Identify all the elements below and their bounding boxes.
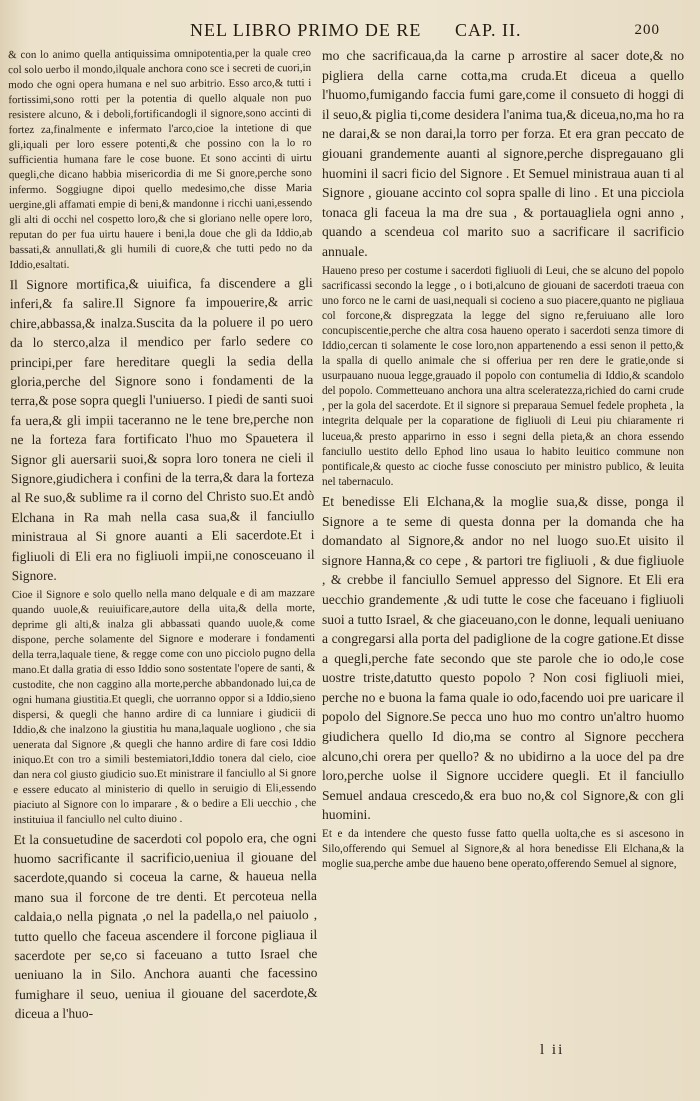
scripture-paragraph: Et benedisse Eli Elchana,& la moglie sua,& disse, ponga il Signore a te seme di questa donna per la domanda che ha domandato al Signore,& andor no nel luogo suo.Et uisito il signore Hanna,& co cepe , & partori tre figliuoli , & due figliuole , & crebbe il fanciullo Semuel appresso del Signore. Et Eli era uecchio grandemente ,& udi tutte le cose che faceuano i figliuoli suoi a tutto Israel, & che giaceuano,con le donne, lequali ueniuano a congregarsi alla porta del padiglione de la cogre gatione.Et disse a quegli,perche fate secondo que ste parole che io odo,le cose uostre triste,datutto questo popolo ? Non cosi figliuoli miei, perche no e buona la fama quale io odo,facendo uoi pre uaricare il popolo del Signore.Se pecca uno huo mo contro un'altro huomo giudichera quello Id dio,ma se contro al Signore pecchera alcuno,chi orera per quello? & no ubidirno a la uoce del pa dre loro,perche uolse il Signore uccidere quegli. Et il fanciullo Semuel andaua crescedo,& era buo no,& col Signore,& con gli huomini.: [322, 493, 684, 823]
commentary-paragraph: Haueno preso per costume i sacerdoti figliuoli di Leui, che se alcuno del popolo sacrificassi secondo la legge , o i boti,alcuno de giouani de sacerdoti traeua con uno forco ne le carni de uasi,nequali si cocieno a suo piacere,quanto ne pigliaua col forcone,& dispregzata la legge del signo re,feruiuano alle loro concupiscentie,perche che altra cosa haueno operato i sacerdoti senza timore di Iddio,cercan ti solamente le cose loro,non appartenendo a essi senon il petto,& la spalla di quello animale che si offeriua per ren dere le gratie,onde si usurpauano nuoua legge,grauado il popolo con contumelia di Iddio,& scandolo del popolo. Commetteuano anchora una altra sceleratezza,richied do carni crude , per la gola del sacerdote. Et il signore si preparaua Semuel fedele propheta , la integrita delquale per la coparatione de figliuoli di Leui piu chiaramente ri luceua,& presto apparirno in esso i segni della pieta,& an chora essendo fanciullo uestito dello Ephod lino usaua lo habito leuitico commune non pontificale,& questo ac cioche fusse conosciuto per ministro publico, & leuita nel tabernaculo.: [322, 264, 684, 488]
folio-number: 200: [634, 22, 660, 38]
left-column: [8, 46, 318, 1068]
commentary-paragraph: Et e da intendere che questo fusse fatto quella uolta,che es si ascesono in Silo,offerendo qui Semuel al Signore,& al hora benedisse Eli Elchana,& la moglie sua,perche ambe due haueno bene operato,offerendo Semuel al signore,: [322, 828, 684, 871]
commentary-paragraph: & con lo animo quella antiquissima omnipotentia,per la quale creo col solo uerbo il mondo,ilquale anchora cono sce i secreti de cuori,in modo che ogni opera humana e nel suo arbitrio. Esso arco,& tutti i fortissimi,sono rotti per la potentia di quello alquale non puo resistere alcuno, & i deboli,fortificandogli il signore,sono accinti di fortez za,finalmente e infermato l'arco,cioe la intetione di que gli,iquali per loro essere potenti,& che possino con la lo ro sufficientia humana fare le cose buone. Et sono accinti di uirtu quegli,che dicano habbia misericordia di me Si gnore,perche sono infermo. Soggiugne dipoi quello medesimo,che disse Maria uergine,gli affamati empie di beni,& mandonne i ricchi uani,essendo gli alti di occhi nel cospetto loro,& che si gloriano nelle opere loro, reputan do per fua uirtu hauere i beni,la doue che gli da Iddio,ab bassati,& annullati,& gli humili di cuore,& che tutti pedo no da Iddio,esaltati.: [8, 46, 313, 272]
running-title: NEL LIBRO PRIMO DE RE: [190, 20, 422, 40]
scripture-paragraph: Il Signore mortifica,& uiuifica, fa discendere a gli inferi,& fa salire.Il Signore fa impouerire,& arric chire,abbassa,& inalza.Suscita da la poluere il po uero da lo sterco,alza il mendico per farlo sedere co principi,per fare hereditare quegli la sedia della gloria,perche del Signore sono i fondamenti de la terra,& pose sopra quegli l'uniuerso. I piedi de santi suoi fa uera,& gli impii taceranno ne le tene bre,perche non ne la forteza fara fortificato l'huo mo Spauetera il Signor gli auersarii suoi,& sopra loro tonera ne cieli il Signore,giudichera i confini de la terra,& dara la forteza al Re suo,& sublime ra il corno del Christo suo.Et andò Elchana in Ra mah nella casa sua,& il fanciullo ministraua al Si gnore auanti a Eli sacerdote.Et i figliuoli di Eli era no figliuoli impii,ne conosceuano il Signore.: [9, 274, 315, 584]
right-column: [322, 46, 684, 1046]
chapter-label: CAP. II.: [455, 20, 522, 40]
commentary-paragraph: Cioe il Signore e solo quello nella mano delquale e di am mazzare quando uuole,& reuiuificare,autore della uita,& della morte, deprime gli alti,& inalza gli abbassati quando uuole,& come dispone, perche solamente del Signore e moderare i fondamenti della terra,laquale tiene, & regge come con uno picciolo pugno della mano.Et dalla gratia di esso Iddio sono sostentate l'opere de santi, & custodite, che non caggino alla morte,perche abbandonado lui,ca de ogni humana giustitia.Et quegli, che uorranno oppor si a Iddio,sieno dispersi, & quegli che hanno ardire di ca lunniare i giudicii di Iddio,& che inalzono la giustitia hu mana,laquale uogliono , che sia uenerata dal Signore ,& quegli che hanno ardire di fare cosi Iddio iniquo.Et con tro a simili bestemiatori,Iddio tonera dal cielo, cioe dan nera col giusto giudicio suo.Et ministrare il fanciullo al Si gnore e essere educato al ministerio di quello in seruigio di Eli,essendo piaciuto al Signore con lo imparare , & o bedire a Eli uecchio , che instituiua il fanciullo nel culto diuino .: [11, 586, 317, 826]
page-header: [190, 20, 670, 44]
signature-mark: l ii: [540, 1042, 565, 1058]
scripture-paragraph: Et la consuetudine de sacerdoti col popolo era, che ogni huomo sacrificante il sacrificio,ueniua il giouane del sacerdote,quando si coceua la carne, & haueua nella mano sua il forcone de tre denti. Et percoteua nella caldaia,o nella pignata ,o nel la padella,o nel paiuolo , tutto quello che faceua ascendere il forcone pigliaua il sacerdote per se,co si faceuano a tutto Israel che ueniuano la in Silo. Anchora auanti che facessino fumighare il seuo, ueniua il giouane del sacerdote,& diceua a l'huo-: [13, 829, 318, 1022]
scripture-paragraph: mo che sacrificaua,da la carne p arrostire al sacer dote,& no pigliera della carne cotta,ma cruda.Et diceua a quello l'huomo,fumigando faccia fumi gare,come il consueto di hoggi di il seuo,& piglia ti,come desidera l'anima tua,& diceua,no,ma ho ra ne darai,& se non darai,la torro per forza. Et era gran peccato de giouani grandemente auanti al signore,perche dispregauano gli huomini il sacri ficio del Signore . Et Semuel ministraua auan ti al Signore , giouane accinto col sopra spalle di lino . Et una picciola tonaca gli faceua la ma dre sua , & portauagliela ogni anno , quando a scendeua col marito suo a sacrificare il sacrificio annuale.: [322, 48, 684, 259]
